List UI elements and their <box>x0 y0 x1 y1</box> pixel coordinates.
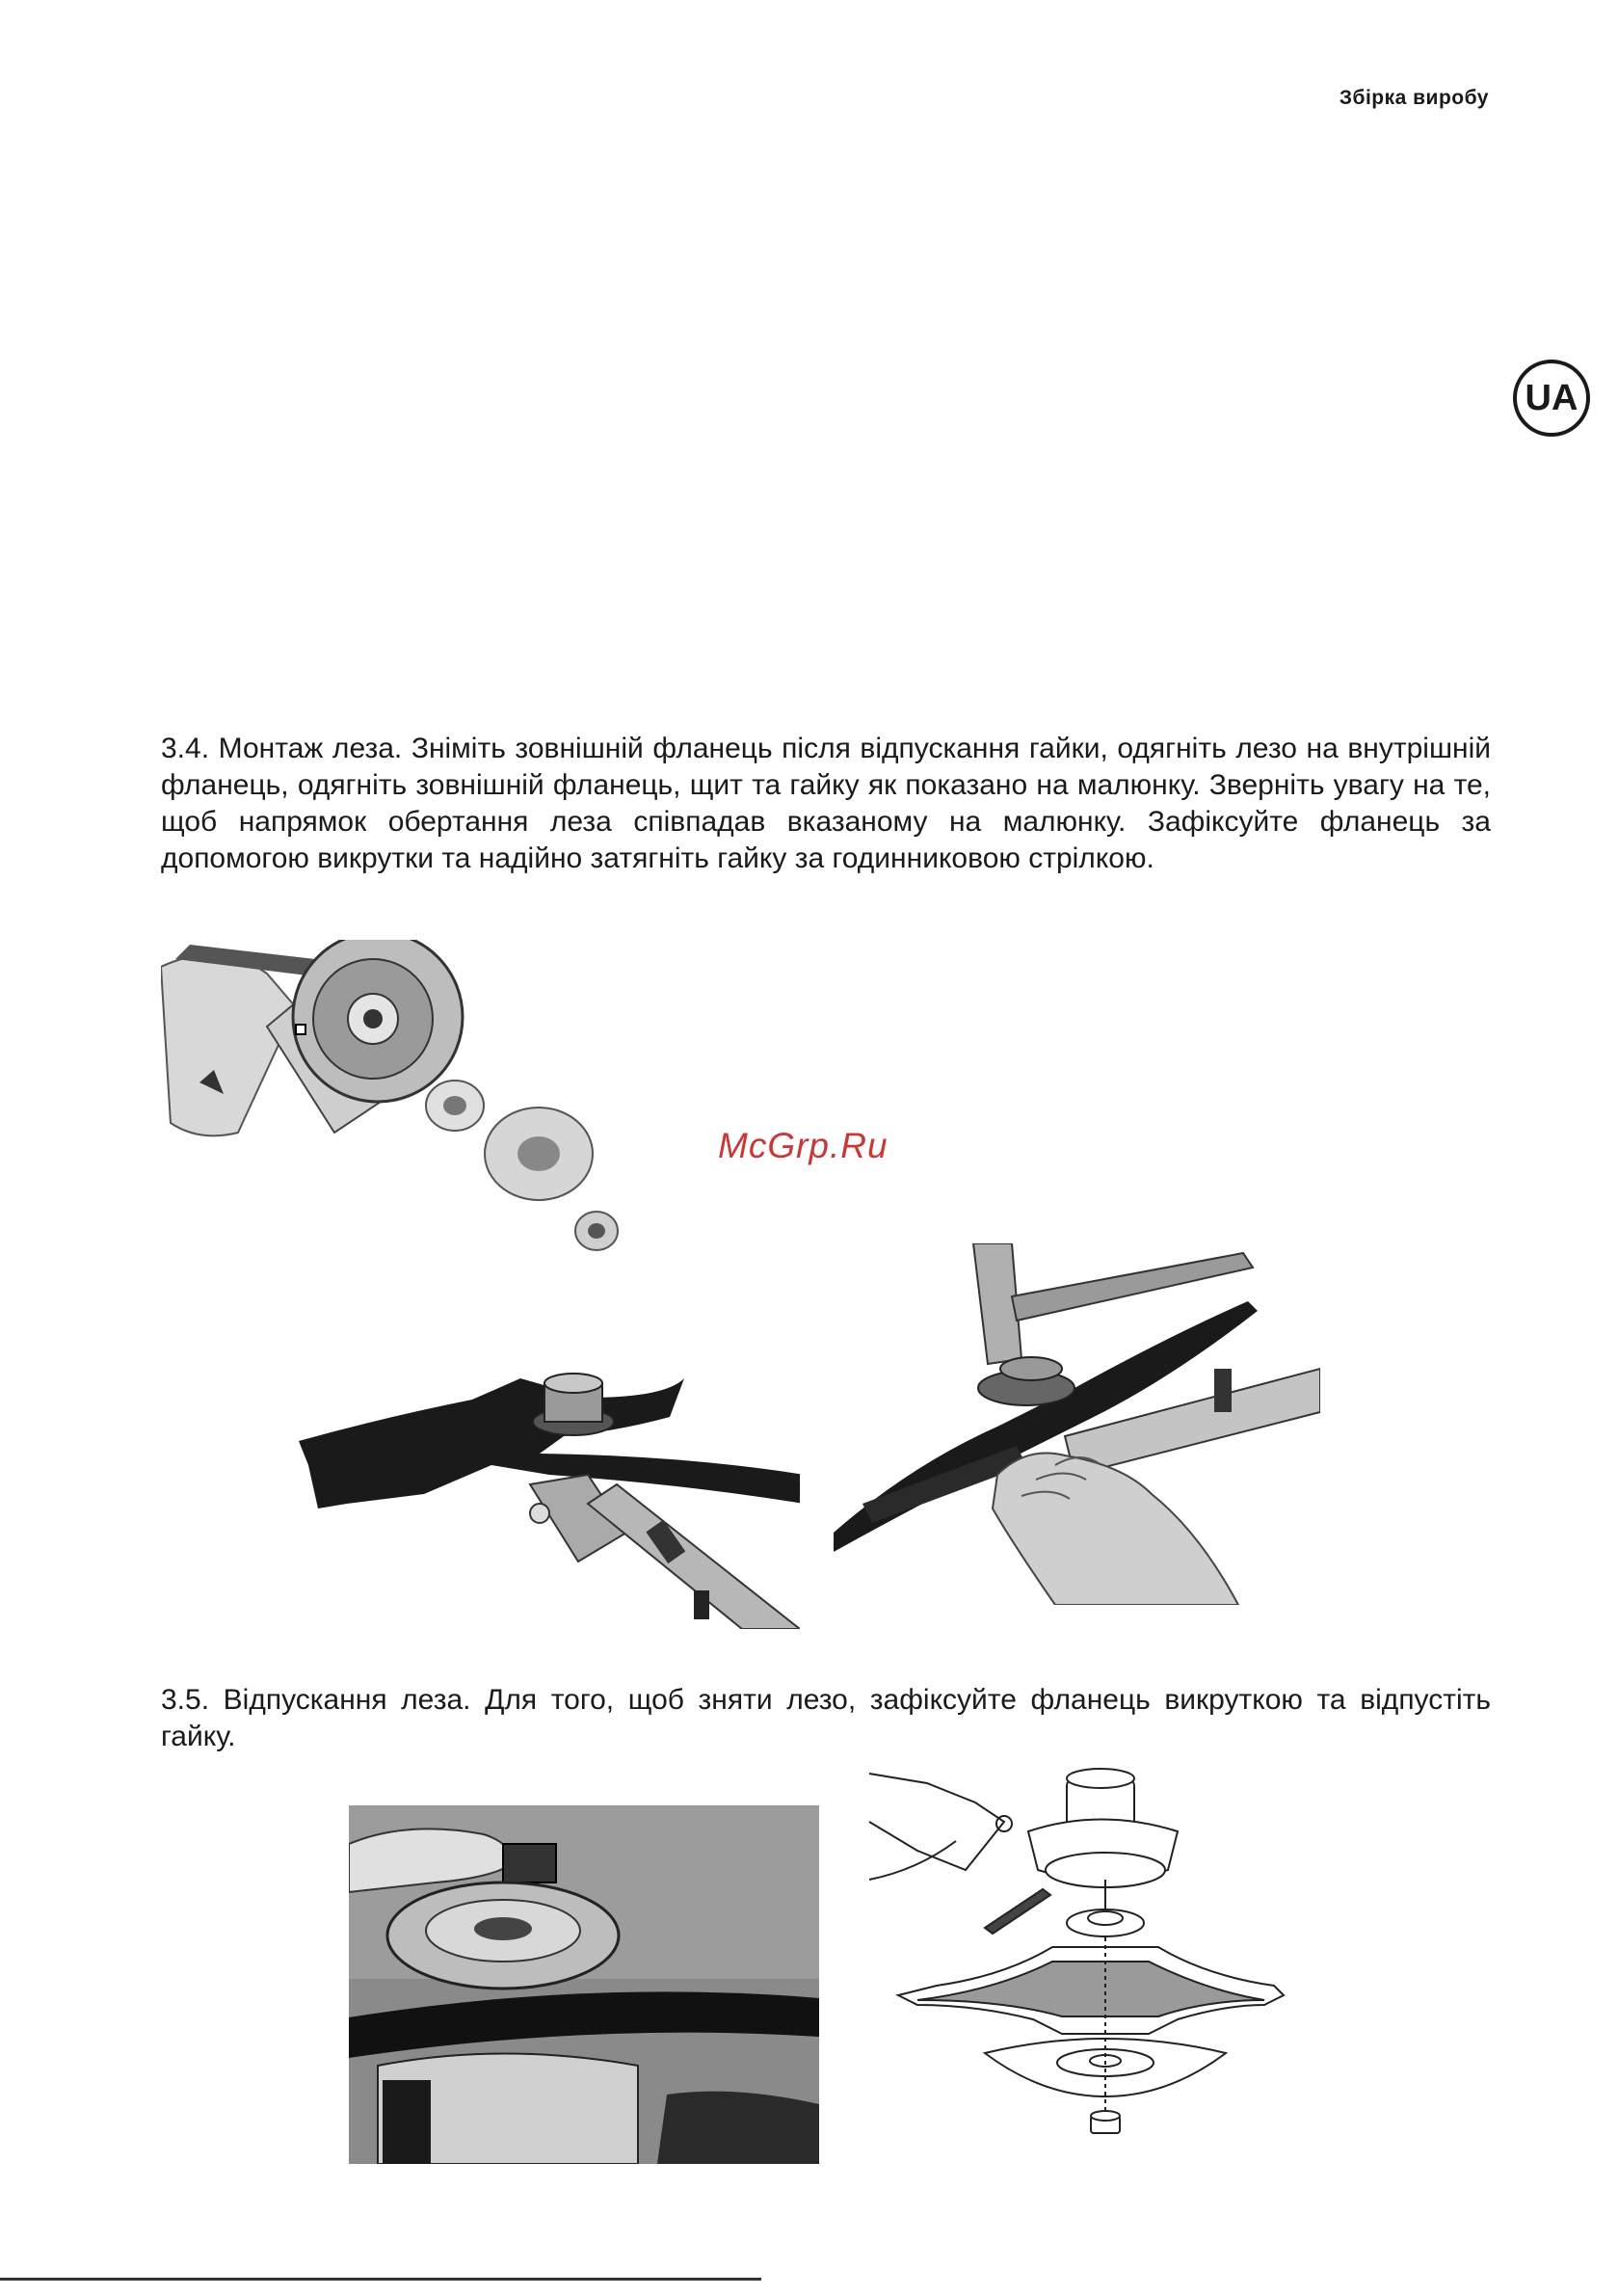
figure-nut-loosening <box>349 1805 819 2164</box>
section-3-5-text: 3.5. Відпускання леза. Для того, щоб зняти лезо, зафіксуйте фланець викруткою та відпустіть гайку. <box>161 1684 1491 1752</box>
figure-hand-tightening <box>834 1243 1320 1605</box>
nut-loosen-icon <box>349 1805 819 2164</box>
page-header-title: Збірка виробу <box>1339 87 1489 109</box>
section-3-4-text: 3.4. Монтаж леза. Зніміть зовнішній фланець після відпускання гайки, одягніть лезо на внутрішній фланець, одягніть зовнішній фланець, щит та гайку як показано на малюнку. Зверніть увагу на те, щоб напрямок обертання леза співпадав вказаному на малюнку. Зафіксуйте фланець за допомогою викрутки та надійно затягніть гайку за годинниковою стрілкою. <box>161 733 1491 874</box>
watermark: McGrp.Ru <box>718 1126 889 1165</box>
blade-parts-icon <box>161 940 643 1268</box>
hand-tighten-icon <box>834 1243 1320 1605</box>
mounted-blade-icon <box>299 1340 800 1629</box>
figure-blade-mounted <box>299 1340 800 1629</box>
footer-rule <box>0 2278 761 2281</box>
figure-assembly-diagram <box>860 1764 1288 2149</box>
figure-blade-parts <box>161 940 643 1268</box>
language-badge: UA <box>1513 360 1590 437</box>
assembly-diagram-icon <box>860 1764 1288 2149</box>
